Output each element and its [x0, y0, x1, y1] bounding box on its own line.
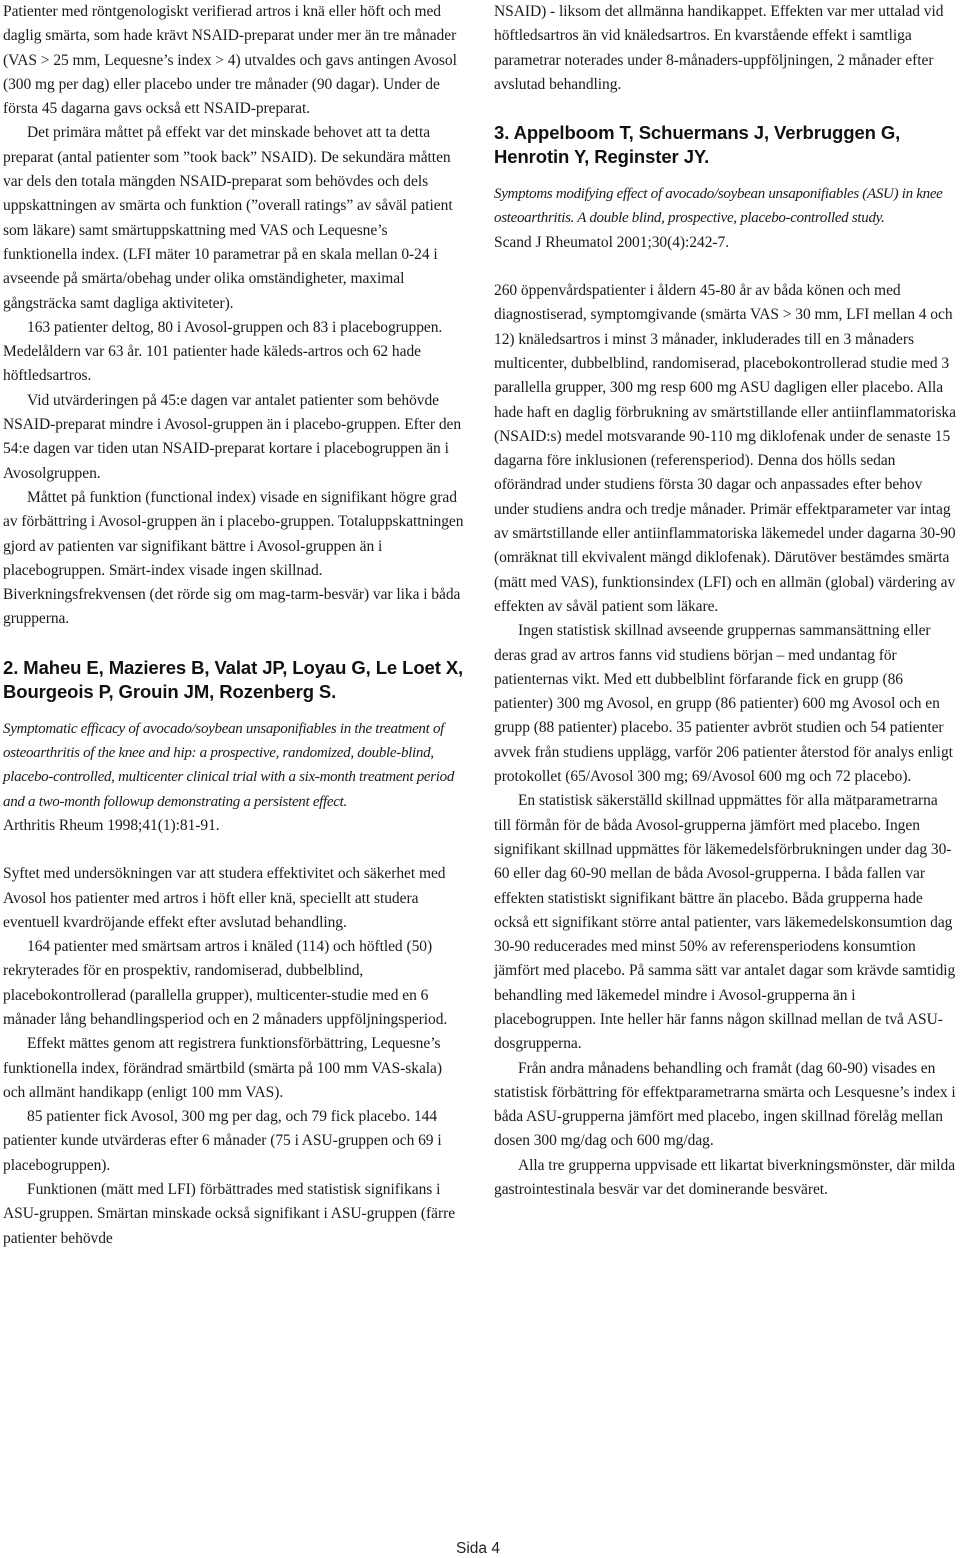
intro-paragraph-4: Vid utvärderingen på 45:e dagen var antalet patienter som behövde NSAID-preparat mindre i Avosol-gruppen än i placebo-gruppen. Efter den 54:e dagen var tiden utan NSAID-preparat kortare i placebogruppen än i Avosolgruppen. — [3, 391, 462, 482]
ref2-paragraph-3: Effekt mättes genom att registrera funktionsförbättring, Lequesne’s funktionella index, förändrad smärtbild (smärta på 100 mm VAS-skala) och allmänt handikapp (enligt 100 mm VAS). — [3, 1035, 442, 1101]
ref3-title: Symptoms modifying effect of avocado/soybean unsaponifiables (ASU) in knee osteoarthritis. A double blind, prospective, placebo-controlled study. — [494, 186, 943, 227]
intro-paragraph-5: Måttet på funktion (functional index) visade en signifikant högre grad av förbättring i Avosol-gruppen än i placebo-gruppen. Totaluppskattningen gjord av patienten var signifikant bättre i Avosol-gruppen än i placebogruppen. Smärt-index visade ingen skillnad. Biverkningsfrekvensen (det rörde sig om mag-tarm-besvär) var lika i båda grupperna. — [3, 488, 464, 628]
ref2-paragraph-2: 164 patienter med smärtsam artros i knäled (114) och höftled (50) rekryterades för en prospektiv, randomiserad, dubbelblind, placebokontrollerad (parallella grupper), multicenter-studie med en 6 månader lång behandlingsperiod och en 2 månaders uppföljningsperiod. — [3, 938, 448, 1028]
intro-paragraph-3: 163 patienter deltog, 80 i Avosol-gruppen och 83 i placebogruppen. Medelåldern var 63 år. 101 patienter hade käleds-artros och 62 hade höftledsartros. — [3, 318, 443, 385]
right-column — [494, 0, 956, 1202]
continued-paragraph: NSAID) - liksom det allmänna handikappet. Effekten var mer uttalad vid höftledsartros än vid knäledsartros. En kvarstående effekt i samtliga parametrar noterades under 8-månaders-uppföljningen, 2 månader efter avslutad behandling. — [494, 3, 944, 93]
ref2-paragraph-5: Funktionen (mätt med LFI) förbättrades med statistisk signifikans i ASU-gruppen. Smärtan minskade också signifikant i ASU-gruppen (färre patienter behövde — [3, 1181, 456, 1247]
ref3-paragraph-5: Alla tre grupperna uppvisade ett likartat biverkningsmönster, där milda gastrointestinala besvär var det dominerande besväret. — [494, 1156, 956, 1199]
ref3-paragraph-3: En statistisk säkerställd skillnad uppmättes för alla mätparametrarna till förmån för de båda Avosol-grupperna jämfört med placebo. Ingen signifikant skillnad uppmättes för läkemedelsförbrukningen under dag 30-60 eller dag 60-90 mellan de båda Avosol-grupperna. I båda fallen var effekten statistiskt signifikant bättre än placebo. Båda grupperna hade också ett signifikant större antal patienter, vars läkemedelskonsumtion dag 30-90 reducerades med minst 50% av referensperiodens konsumtion jämfört med placebo. På samma sätt var antalet dagar som krävde samtidig behandling med läkemedel mindre i Avosol-grupperna än i placebogruppen. Inte heller här fanns någon skillnad mellan de två ASU-dosgrupperna. — [494, 792, 956, 1053]
ref3-journal: Scand J Rheumatol 2001;30(4):242-7. — [494, 233, 730, 251]
intro-paragraph-1: Patienter med röntgenologiskt verifierad artros i knä eller höft och med daglig smärta, som hade krävt NSAID-preparat under mer än tre månader (VAS > 25 mm, Lequesne’s index > 4) utvaldes och gavs antingen Avosol (300 mg per dag) eller placebo under tre månader (90 dagar). Under de första 45 dagarna gavs också ett NSAID-preparat. — [3, 3, 457, 118]
ref2-heading: 2. Maheu E, Mazieres B, Valat JP, Loyau G, Le Loet X, Bourgeois P, Grouin JM, Rozenberg S. — [3, 656, 464, 702]
ref2-title: Symptomatic efficacy of avocado/soybean unsaponifiables in the treatment of osteoarthritis of the knee and hip: a prospective, randomized, double-blind, placebo-controlled, multicenter clinical trial with a six-month treatment period and a two-month followup demonstrating a persistent effect. — [3, 720, 455, 810]
ref2-paragraph-1: Syftet med undersökningen var att studera effektivitet och säkerhet med Avosol hos patienter med artros i höft eller knä, speciellt att studera eventuell kvardröjande effekt efter avslutad behandling. — [3, 865, 446, 931]
ref3-heading: 3. Appelboom T, Schuermans J, Verbruggen G, Henrotin Y, Reginster JY. — [494, 122, 901, 168]
intro-paragraph-2: Det primära måttet på effekt var det minskade behovet att ta detta preparat (antal patienter som ”took back” NSAID). De sekundära måtten var dels den totala mängden NSAID-preparat som behövdes och dels uppskattningen av smärta och funktion (”overall ratings” av såväl patient som läkare) samt smärtuppskattning med VAS och Lequesne’s funktionella index. (LFI mäter 10 parametrar på en skala mellan 0-24 i avseende på smärta/obehag under olika omständigheter, maximal gångsträcka samt dagliga aktiviteter). — [3, 124, 453, 312]
ref2-paragraph-4: 85 patienter fick Avosol, 300 mg per dag, och 79 fick placebo. 144 patienter kunde utvärderas efter 6 månader (75 i ASU-gruppen och 69 i placebogruppen). — [3, 1108, 442, 1174]
ref3-paragraph-4: Från andra månadens behandling och framåt (dag 60-90) visades en statistisk förbättring för effektparametrarna smärta och Lesquesne’s index i båda ASU-grupperna jämfört med placebo, ingen skillnad förelåg mellan dosen 300 mg/dag och 600 mg/dag. — [494, 1059, 956, 1150]
ref3-paragraph-2: Ingen statistisk skillnad avseende gruppernas sammansättning eller deras grad av artros fanns vid studiens början – med undantag för patienternas vikt. Med ett dubbelblint förfarande fick en grupp (86 patienter) 300 mg Avosol, en grupp (86 patienter) 600 mg Avosol och en grupp (88 patienter) placebo. 35 patienter avbröt studien och 54 patienter avvek från studiens upplägg, varför 206 patienter återstod för analys enligt protokollet (65/Avosol 300 mg; 69/Avosol 600 mg och 72 placebo). — [494, 622, 953, 786]
ref2-journal: Arthritis Rheum 1998;41(1):81-91. — [3, 816, 220, 834]
ref3-paragraph-1: 260 öppenvårdspatienter i åldern 45-80 år av båda könen och med diagnostiserad, symptomgivande (smärta VAS > 30 mm, LFI mellan 4 och 12) knäledsartros i minst 3 månader, inkluderades till en 3 månaders multicenter, dubbelblind, randomiserad, placebokontrollerad studie med 3 parallella grupper, 300 mg resp 600 mg ASU dagligen eller placebo. Alla hade haft en daglig förbrukning av smärtstillande eller antiinflammatoriska (NSAID:s) medel motsvarande 90-110 mg diklofenak under de senaste 15 dagarna före inklusionen (referensperiod). Denna dos hölls sedan oförändrad under studiens första 30 dagar och anpassades efter behov under studiens andra och tredje månader. Primär effektparameter var intag av smärtstillande eller antiinflammatoriska läkemedel under dagarna 30-90 (omräknat till ekvivalent mängd diklofenak). Därutöver bestämdes smärta (mätt med VAS), funktionsindex (LFI) och en allmän (global) värdering av effekten av såväl patient som läkare. — [494, 282, 956, 615]
page-number: Sida 4 — [456, 1540, 500, 1557]
left-column — [3, 0, 465, 1251]
